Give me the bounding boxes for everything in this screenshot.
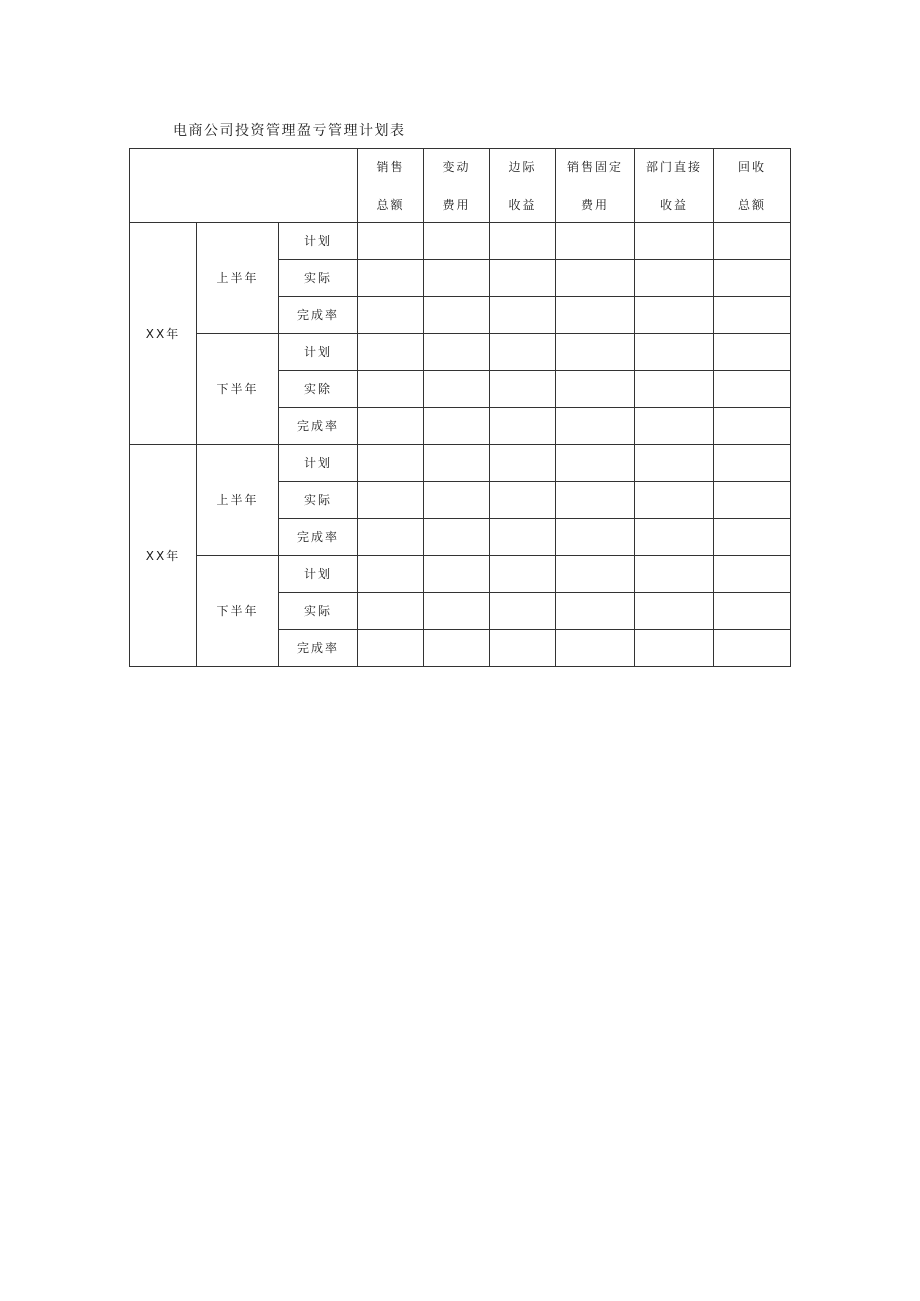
- empty-value-cell: [490, 519, 556, 556]
- empty-value-cell: [358, 371, 424, 408]
- empty-value-cell: [490, 260, 556, 297]
- empty-value-cell: [635, 593, 714, 630]
- empty-value-cell: [490, 408, 556, 445]
- empty-value-cell: [714, 630, 791, 667]
- empty-value-cell: [556, 593, 635, 630]
- empty-value-cell: [714, 223, 791, 260]
- empty-value-cell: [358, 482, 424, 519]
- empty-value-cell: [424, 445, 490, 482]
- empty-value-cell: [714, 371, 791, 408]
- empty-value-cell: [424, 297, 490, 334]
- row-metric-label: 实际: [279, 593, 358, 630]
- empty-value-cell: [424, 556, 490, 593]
- empty-value-cell: [714, 482, 791, 519]
- empty-value-cell: [714, 334, 791, 371]
- empty-value-cell: [490, 297, 556, 334]
- column-header: 变动 费用: [424, 149, 490, 223]
- year-label: XX年: [130, 445, 197, 667]
- empty-value-cell: [556, 297, 635, 334]
- empty-value-cell: [424, 593, 490, 630]
- half-year-label: 下半年: [197, 556, 279, 667]
- empty-value-cell: [714, 519, 791, 556]
- document-title: 电商公司投资管理盈亏管理计划表: [173, 123, 406, 139]
- empty-value-cell: [635, 445, 714, 482]
- row-metric-label: 实际: [279, 260, 358, 297]
- empty-value-cell: [714, 408, 791, 445]
- plan-table: [129, 148, 791, 667]
- empty-value-cell: [635, 519, 714, 556]
- empty-value-cell: [556, 371, 635, 408]
- empty-value-cell: [714, 260, 791, 297]
- empty-value-cell: [358, 297, 424, 334]
- empty-value-cell: [635, 297, 714, 334]
- empty-value-cell: [490, 445, 556, 482]
- column-header: 销售固定 费用: [556, 149, 635, 223]
- header-blank-cell: [130, 149, 358, 223]
- row-metric-label: 实除: [279, 371, 358, 408]
- empty-value-cell: [635, 482, 714, 519]
- empty-value-cell: [714, 556, 791, 593]
- empty-value-cell: [424, 519, 490, 556]
- empty-value-cell: [635, 556, 714, 593]
- row-metric-label: 实际: [279, 482, 358, 519]
- empty-value-cell: [490, 223, 556, 260]
- empty-value-cell: [556, 334, 635, 371]
- empty-value-cell: [556, 630, 635, 667]
- column-header: 边际 收益: [490, 149, 556, 223]
- column-header: 部门直接 收益: [635, 149, 714, 223]
- empty-value-cell: [556, 482, 635, 519]
- row-metric-label: 计划: [279, 556, 358, 593]
- table-row: [130, 223, 791, 260]
- empty-value-cell: [490, 334, 556, 371]
- empty-value-cell: [490, 482, 556, 519]
- empty-value-cell: [358, 445, 424, 482]
- row-metric-label: 完成率: [279, 408, 358, 445]
- empty-value-cell: [556, 519, 635, 556]
- empty-value-cell: [490, 593, 556, 630]
- empty-value-cell: [556, 445, 635, 482]
- half-year-label: 下半年: [197, 334, 279, 445]
- row-metric-label: 完成率: [279, 297, 358, 334]
- column-header: 销售 总额: [358, 149, 424, 223]
- empty-value-cell: [358, 593, 424, 630]
- empty-value-cell: [358, 630, 424, 667]
- row-metric-label: 完成率: [279, 519, 358, 556]
- table-row: [130, 445, 791, 482]
- empty-value-cell: [556, 223, 635, 260]
- empty-value-cell: [490, 556, 556, 593]
- empty-value-cell: [358, 556, 424, 593]
- row-metric-label: 计划: [279, 223, 358, 260]
- table-row: [130, 334, 791, 371]
- empty-value-cell: [424, 371, 490, 408]
- half-year-label: 上半年: [197, 445, 279, 556]
- column-header: 回收 总额: [714, 149, 791, 223]
- empty-value-cell: [635, 334, 714, 371]
- empty-value-cell: [490, 371, 556, 408]
- empty-value-cell: [424, 260, 490, 297]
- empty-value-cell: [635, 408, 714, 445]
- empty-value-cell: [424, 334, 490, 371]
- half-year-label: 上半年: [197, 223, 279, 334]
- empty-value-cell: [358, 223, 424, 260]
- empty-value-cell: [490, 630, 556, 667]
- empty-value-cell: [635, 371, 714, 408]
- empty-value-cell: [358, 408, 424, 445]
- empty-value-cell: [358, 519, 424, 556]
- empty-value-cell: [358, 260, 424, 297]
- empty-value-cell: [424, 223, 490, 260]
- empty-value-cell: [714, 297, 791, 334]
- row-metric-label: 完成率: [279, 630, 358, 667]
- empty-value-cell: [424, 408, 490, 445]
- empty-value-cell: [714, 593, 791, 630]
- row-metric-label: 计划: [279, 334, 358, 371]
- row-metric-label: 计划: [279, 445, 358, 482]
- empty-value-cell: [556, 556, 635, 593]
- empty-value-cell: [556, 408, 635, 445]
- empty-value-cell: [424, 482, 490, 519]
- table-row: [130, 556, 791, 593]
- empty-value-cell: [714, 445, 791, 482]
- empty-value-cell: [635, 630, 714, 667]
- year-label: XX年: [130, 223, 197, 445]
- empty-value-cell: [358, 334, 424, 371]
- empty-value-cell: [635, 260, 714, 297]
- empty-value-cell: [635, 223, 714, 260]
- empty-value-cell: [556, 260, 635, 297]
- empty-value-cell: [424, 630, 490, 667]
- header-row: [130, 149, 791, 223]
